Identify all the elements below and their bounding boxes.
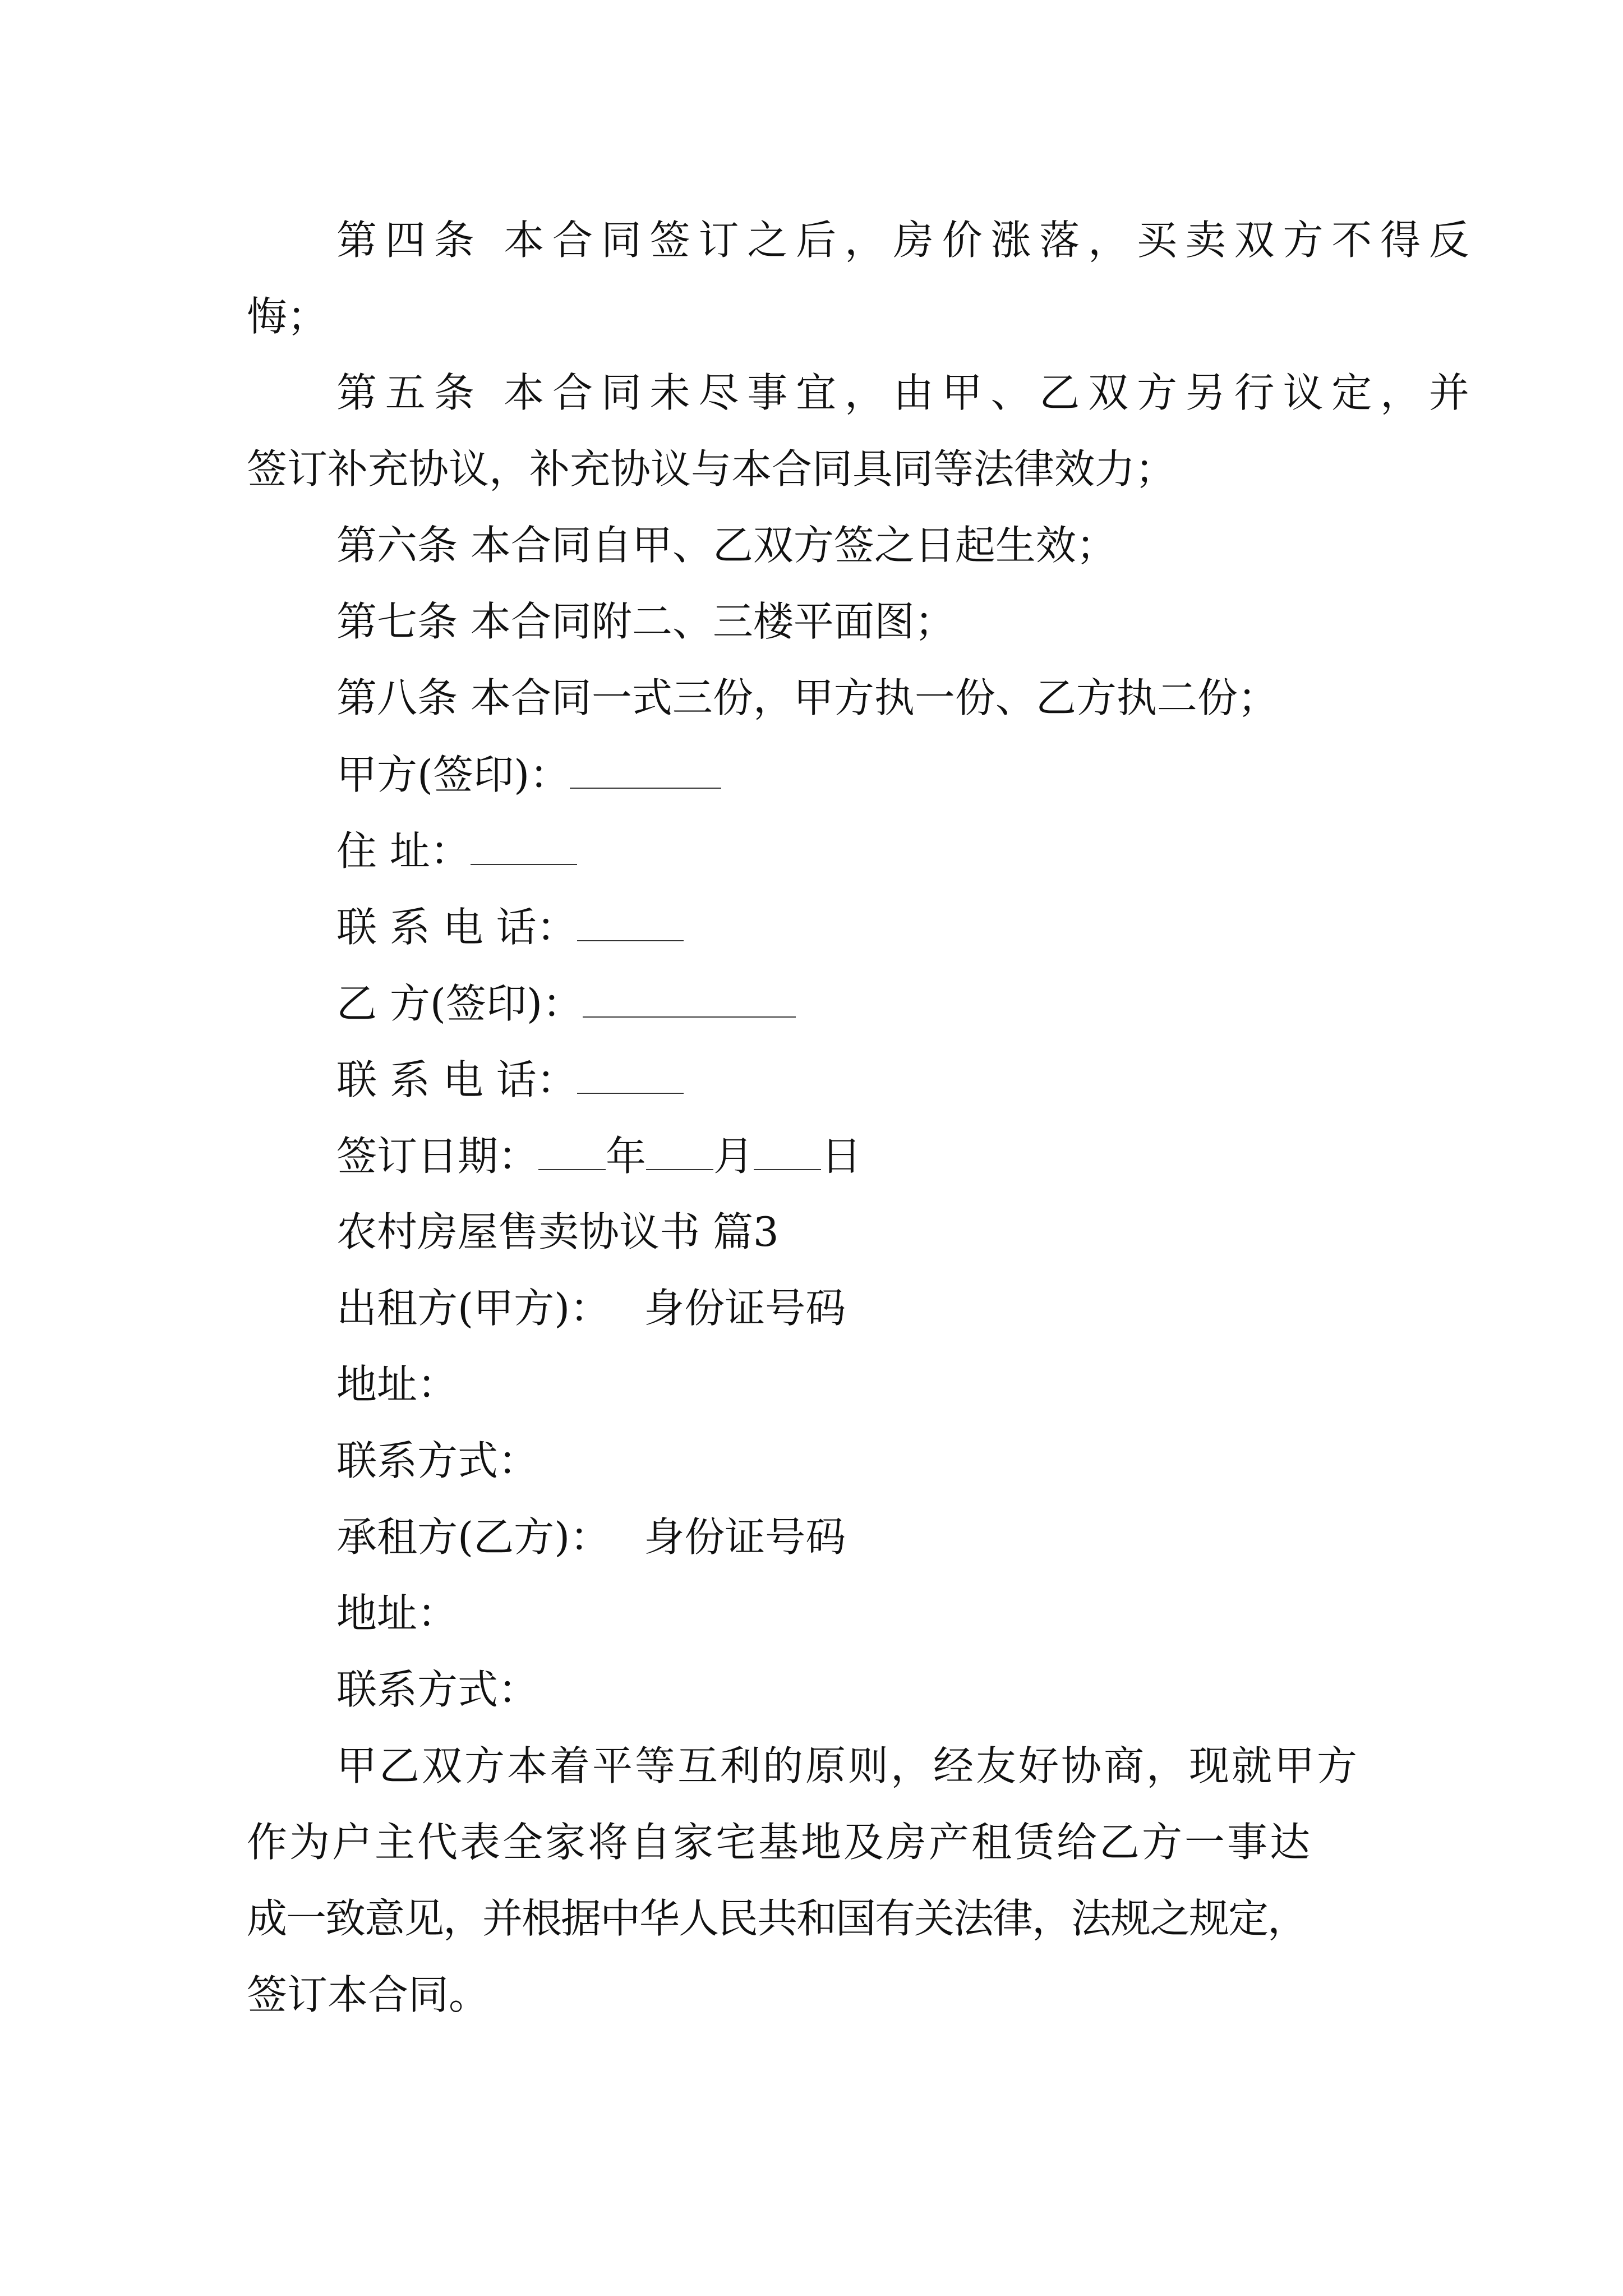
article5-char: 条 xyxy=(434,369,474,416)
phone-label-2: 联 系 电 话： xyxy=(336,1056,577,1103)
article5-char: 事 xyxy=(747,369,788,416)
article4-char: ， xyxy=(844,217,885,264)
article4-char: 四 xyxy=(385,217,426,264)
article4-char: 同 xyxy=(601,217,642,264)
article5-char: 、 xyxy=(990,369,1031,416)
article-5-line-1 xyxy=(336,369,1469,416)
sign-date-day: 日 xyxy=(821,1133,862,1180)
party-a-signature-label: 甲方(签印)： xyxy=(336,751,570,798)
address-label: 住 址： xyxy=(336,827,471,875)
sign-date-year-blank[interactable] xyxy=(538,1135,606,1170)
article4-char: 本 xyxy=(504,217,545,264)
article5-char: ， xyxy=(844,369,885,416)
article-5-line-2: 签订补充协议，补充协议与本合同具同等法律效力； xyxy=(247,445,1176,493)
party-b-signature-row xyxy=(336,980,796,1027)
article5-char: 未 xyxy=(649,369,690,416)
party-b-signature-blank[interactable] xyxy=(583,983,796,1018)
party-a-signature-blank[interactable] xyxy=(570,754,721,789)
article5-char: 五 xyxy=(385,369,426,416)
article5-char: 本 xyxy=(504,369,545,416)
article-6: 第六条 本合同自甲、乙双方签之日起生效； xyxy=(336,522,1117,569)
sign-date-day-blank[interactable] xyxy=(754,1135,821,1170)
sign-date-label: 签订日期： xyxy=(336,1133,539,1180)
lessor-id-label: 身份证号码 xyxy=(644,1285,846,1332)
article5-char: 同 xyxy=(601,369,642,416)
article5-char: 尽 xyxy=(698,369,739,416)
article5-char: 合 xyxy=(552,369,593,416)
lessee-row xyxy=(336,1513,846,1561)
party-a-signature-row xyxy=(336,751,721,798)
section-title: 农村房屋售卖协议书 篇3 xyxy=(336,1208,779,1255)
article4-char: 反 xyxy=(1428,217,1469,264)
article4-char: 签 xyxy=(649,217,690,264)
lessor-row xyxy=(336,1285,846,1332)
phone-blank-1[interactable] xyxy=(577,907,684,941)
article4-char: 不 xyxy=(1331,217,1372,264)
article4-char: 条 xyxy=(434,217,474,264)
sign-date-row xyxy=(336,1133,862,1180)
lessee-label: 承租方(乙方)： xyxy=(336,1513,611,1561)
sign-date-year: 年 xyxy=(606,1133,647,1180)
article-7: 第七条 本合同附二、三楼平面图； xyxy=(336,598,955,645)
article-4-line-2: 悔； xyxy=(247,293,328,340)
article4-char: 卖 xyxy=(1185,217,1226,264)
preamble-line-3: 成一致意见，并根据中华人民共和国有关法律，法规之规定， xyxy=(247,1895,1307,1942)
article5-char: 乙 xyxy=(1039,369,1080,416)
article4-char: 涨 xyxy=(990,217,1031,264)
article5-char xyxy=(482,372,495,413)
lessor-address: 地址： xyxy=(336,1361,458,1408)
address-row xyxy=(336,827,577,875)
article5-char: 由 xyxy=(893,369,934,416)
lessor-label: 出租方(甲方)： xyxy=(336,1285,611,1332)
article5-char: 双 xyxy=(1088,369,1129,416)
phone-label-1: 联 系 电 话： xyxy=(336,904,577,951)
sign-date-month: 月 xyxy=(713,1133,754,1180)
article5-char: 方 xyxy=(1136,369,1177,416)
article4-char: 买 xyxy=(1136,217,1177,264)
article4-char: 房 xyxy=(893,217,934,264)
article4-char: 方 xyxy=(1283,217,1324,264)
lessor-contact: 联系方式： xyxy=(336,1437,539,1484)
article4-char: 价 xyxy=(942,217,983,264)
preamble-line-1: 甲乙双方本着平等互利的原则，经友好协商，现就甲方 xyxy=(336,1742,1360,1789)
preamble-line-4: 签订本合同。 xyxy=(247,1971,490,2018)
preamble-line-2: 作为户主代表全家将自家宅基地及房产租赁给乙方一事达 xyxy=(247,1819,1313,1866)
article4-char: 第 xyxy=(336,217,377,264)
article4-char: 之 xyxy=(747,217,788,264)
lessee-contact: 联系方式： xyxy=(336,1666,539,1713)
address-blank[interactable] xyxy=(471,830,577,865)
article4-char: 后 xyxy=(796,217,837,264)
lessee-id-label: 身份证号码 xyxy=(644,1513,846,1561)
article4-char: 双 xyxy=(1234,217,1275,264)
article4-char: 合 xyxy=(552,217,593,264)
article4-char: 订 xyxy=(698,217,739,264)
sign-date-month-blank[interactable] xyxy=(646,1135,713,1170)
article5-char: 行 xyxy=(1234,369,1275,416)
article5-char: 甲 xyxy=(942,369,983,416)
phone-blank-2[interactable] xyxy=(577,1059,684,1094)
article-8: 第八条 本合同一式三份，甲方执一份、乙方执二份； xyxy=(336,674,1278,721)
phone-row-2 xyxy=(336,1056,684,1103)
article4-char: 落 xyxy=(1039,217,1080,264)
article4-char xyxy=(482,220,495,260)
article4-char: 得 xyxy=(1380,217,1421,264)
article5-char: 第 xyxy=(336,369,377,416)
article4-char: ， xyxy=(1088,217,1129,264)
phone-row-1 xyxy=(336,904,684,951)
article5-char: 宜 xyxy=(796,369,837,416)
article5-char: ， xyxy=(1380,369,1421,416)
article5-char: 议 xyxy=(1283,369,1324,416)
article5-char: 定 xyxy=(1331,369,1372,416)
article5-char: 并 xyxy=(1428,369,1469,416)
article5-char: 另 xyxy=(1185,369,1226,416)
article-4-line-1 xyxy=(336,217,1469,264)
party-b-signature-label: 乙 方(签印)： xyxy=(336,980,583,1027)
lessee-address: 地址： xyxy=(336,1590,458,1637)
